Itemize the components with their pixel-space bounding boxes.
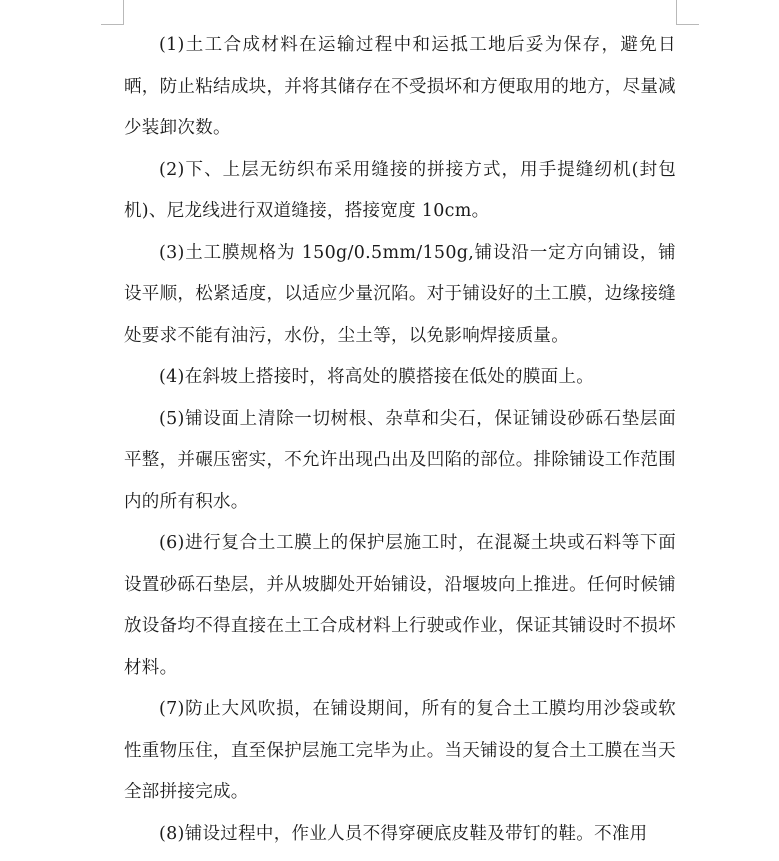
paragraph-4[interactable]: (4)在斜坡上搭接时，将高处的膜搭接在低处的膜面上。 [159, 367, 595, 387]
paragraph-7[interactable]: (7)防止大风吹损，在铺设期间，所有的复合土工膜均用沙袋或软性重物压住，直至保护层施工完毕为止。当天铺设的复合土工膜在当天全部拼接完成。 [124, 699, 676, 802]
crop-mark-left-horizontal [101, 24, 124, 25]
paragraph-1[interactable]: (1)土工合成材料在运输过程中和运抵工地后妥为保存，避免日晒，防止粘结成块，并将其储存在不受损坏和方便取用的地方，尽量减少装卸次数。 [124, 35, 676, 138]
paragraph-6[interactable]: (6)进行复合土工膜上的保护层施工时，在混凝土块或石料等下面设置砂砾石垫层，并从坡脚处开始铺设，沿堰坡向上推进。任何时候铺放设备均不得直接在土工合成材料上行驶或作业，保证其铺设时不损坏材料。 [124, 533, 676, 678]
paragraph-5[interactable]: (5)铺设面上清除一切树根、杂草和尖石，保证铺设砂砾石垫层面平整，并碾压密实，不允许出现凸出及凹陷的部位。排除铺设工作范围内的所有积水。 [124, 408, 676, 512]
paragraph-2[interactable]: (2)下、上层无纺织布采用缝接的拼接方式，用手提缝纫机(封包机)、尼龙线进行双道缝接，搭接宽度 10cm。 [124, 159, 676, 221]
crop-mark-right-vertical [676, 0, 677, 25]
crop-mark-right-horizontal [676, 24, 699, 25]
paragraph-3[interactable]: (3)土工膜规格为 150g/0.5mm/150g,铺设沿一定方向铺设，铺设平顺，松紧适度，以适应少量沉陷。对于铺设好的土工膜，边缘接缝处要求不能有油污，水份，尘土等，以免影响焊接质量。 [124, 242, 676, 346]
document-body[interactable] [124, 25, 676, 855]
paragraph-8[interactable]: (8)铺设过程中，作业人员不得穿硬底皮鞋及带钉的鞋。不准用 [159, 823, 648, 844]
crop-mark-left-vertical [123, 0, 124, 25]
